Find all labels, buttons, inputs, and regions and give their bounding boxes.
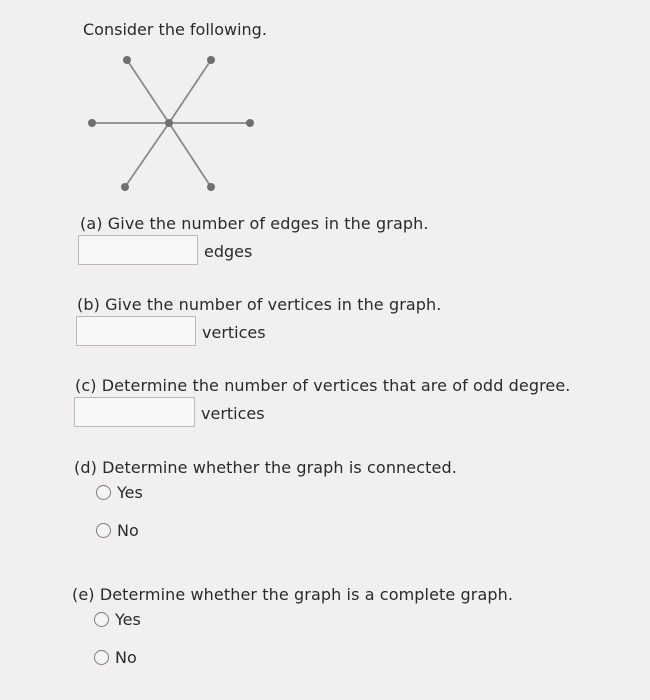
graph-vertex	[121, 183, 129, 191]
question-d-prompt: (d) Determine whether the graph is connected.	[74, 458, 457, 477]
graph-edge	[169, 60, 211, 123]
odd-degree-unit-label: vertices	[201, 404, 265, 423]
complete-yes-label: Yes	[115, 610, 141, 629]
odd-degree-input[interactable]	[74, 397, 195, 427]
complete-no-label: No	[115, 648, 137, 667]
edges-unit-label: edges	[204, 242, 253, 261]
vertices-input[interactable]	[76, 316, 196, 346]
graph-vertex	[165, 119, 173, 127]
connected-yes-label: Yes	[117, 483, 143, 502]
edges-input[interactable]	[78, 235, 198, 265]
vertices-unit-label: vertices	[202, 323, 266, 342]
graph-vertex	[123, 56, 131, 64]
question-b-prompt: (b) Give the number of vertices in the graph.	[77, 295, 442, 314]
question-c-prompt: (c) Determine the number of vertices that are of odd degree.	[75, 376, 571, 395]
graph-vertex	[207, 183, 215, 191]
connected-no-label: No	[117, 521, 139, 540]
graph-vertex	[207, 56, 215, 64]
graph-vertex	[88, 119, 96, 127]
question-a-prompt: (a) Give the number of edges in the graph.	[80, 214, 429, 233]
graph-vertex	[246, 119, 254, 127]
connected-no-radio[interactable]	[96, 523, 111, 538]
graph-edge	[125, 123, 169, 187]
connected-yes-radio[interactable]	[96, 485, 111, 500]
complete-yes-radio[interactable]	[94, 612, 109, 627]
complete-no-radio[interactable]	[94, 650, 109, 665]
graph-edge	[127, 60, 169, 123]
graph-figure	[70, 45, 270, 195]
graph-edge	[169, 123, 211, 187]
question-e-prompt: (e) Determine whether the graph is a complete graph.	[72, 585, 514, 604]
intro-text: Consider the following.	[83, 20, 267, 39]
